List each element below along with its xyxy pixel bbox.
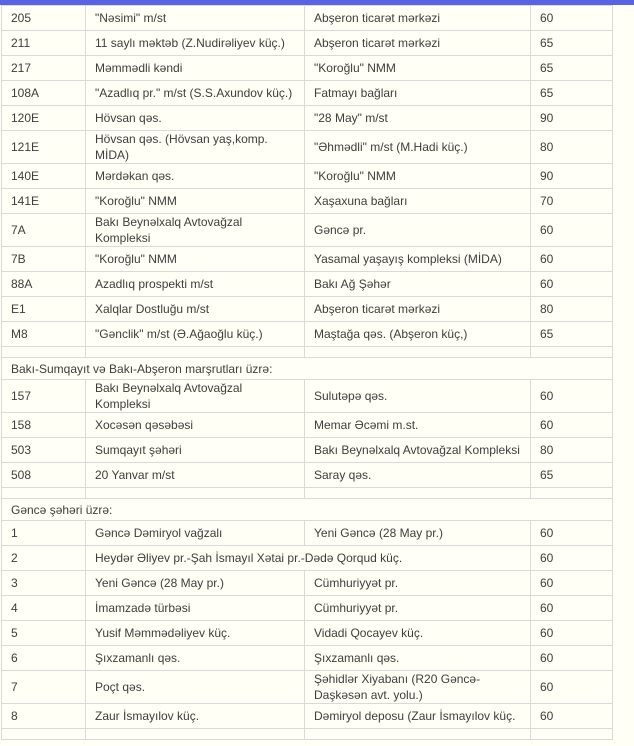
fare-cell: 60 — [531, 671, 613, 704]
route-cell: 8 — [2, 704, 86, 729]
fare-cell: 80 — [531, 131, 613, 164]
fare-cell: 65 — [531, 56, 613, 81]
origin-cell: Yusif Məmmədəliyev küç. — [86, 621, 305, 646]
section-row — [2, 499, 613, 521]
route-cell: 120E — [2, 106, 86, 131]
fare-cell: 80 — [531, 297, 613, 322]
origin-cell: "Azadlıq pr." m/st (S.S.Axundov küç.) — [86, 81, 305, 106]
route-cell: 108A — [2, 81, 86, 106]
destination-cell: Vidadi Qocayev küç. — [305, 621, 531, 646]
spacer-cell — [86, 729, 305, 740]
spacer-cell — [305, 347, 531, 358]
section-row — [2, 358, 613, 380]
destination-cell: Cümhuriyyət pr. — [305, 571, 531, 596]
route-cell: 7A — [2, 214, 86, 247]
destination-cell: Dəmiryol deposu (Zaur İsmayılov küç. — [305, 704, 531, 729]
destination-cell: Gəncə pr. — [305, 214, 531, 247]
destination-cell: Yeni Gəncə (28 May pr.) — [305, 521, 531, 546]
route-cell: 205 — [2, 6, 86, 31]
table-row — [2, 6, 613, 31]
spacer-cell — [2, 729, 86, 740]
spacer-row — [2, 488, 613, 499]
destination-cell: Yasamal yaşayış kompleksi (MİDA) — [305, 247, 531, 272]
fare-cell: 60 — [531, 272, 613, 297]
destination-cell: Abşeron ticarət mərkəzi — [305, 6, 531, 31]
spacer-cell — [86, 347, 305, 358]
destination-cell: "Koroğlu" NMM — [305, 164, 531, 189]
table-row — [2, 56, 613, 81]
table-row — [2, 164, 613, 189]
fare-cell: 65 — [531, 31, 613, 56]
destination-cell: "Əhmədli" m/st (M.Hadi küç.) — [305, 131, 531, 164]
route-cell: 3 — [2, 571, 86, 596]
table-row — [2, 671, 613, 704]
spacer-cell — [86, 488, 305, 499]
table-row — [2, 546, 613, 571]
destination-cell: Memar Əcəmi m.st. — [305, 413, 531, 438]
section-header: Bakı-Sumqayıt və Bakı-Abşeron marşrutları üzrə: — [2, 358, 613, 380]
destination-cell: Abşeron ticarət mərkəzi — [305, 297, 531, 322]
origin-cell: 11 saylı məktəb (Z.Nudirəliyev küç.) — [86, 31, 305, 56]
table-row — [2, 596, 613, 621]
spacer-cell — [305, 729, 531, 740]
route-cell: 7 — [2, 671, 86, 704]
origin-cell: "Koroğlu" NMM — [86, 189, 305, 214]
destination-cell: Şəhidlər Xiyabanı (R20 Gəncə-Daşkəsən avt. yolu.) — [305, 671, 531, 704]
table-row — [2, 214, 613, 247]
fare-cell: 65 — [531, 81, 613, 106]
fare-cell: 60 — [531, 521, 613, 546]
table-row — [2, 380, 613, 413]
route-cell: 5 — [2, 621, 86, 646]
fare-cell: 60 — [531, 646, 613, 671]
origin-cell: 20 Yanvar m/st — [86, 463, 305, 488]
table-row — [2, 272, 613, 297]
origin-cell: Sumqayıt şəhəri — [86, 438, 305, 463]
origin-cell: Xocəsən qəsəbəsi — [86, 413, 305, 438]
origin-cell: Yeni Gəncə (28 May pr.) — [86, 571, 305, 596]
origin-cell: Bakı Beynəlxalq Avtovağzal Kompleksi — [86, 380, 305, 413]
route-cell: 157 — [2, 380, 86, 413]
origin-cell: İmamzadə türbəsi — [86, 596, 305, 621]
destination-cell: "28 May" m/st — [305, 106, 531, 131]
table-row — [2, 247, 613, 272]
origin-cell: Məmmədli kəndi — [86, 56, 305, 81]
fare-cell: 60 — [531, 704, 613, 729]
routes-table — [1, 5, 613, 740]
spacer-cell — [305, 488, 531, 499]
table-row — [2, 438, 613, 463]
fare-cell: 90 — [531, 164, 613, 189]
fare-cell: 80 — [531, 438, 613, 463]
table-row — [2, 571, 613, 596]
table-row — [2, 322, 613, 347]
section-header: Gəncə şəhəri üzrə: — [2, 499, 613, 521]
fare-cell: 60 — [531, 596, 613, 621]
table-row — [2, 646, 613, 671]
fare-cell: 60 — [531, 621, 613, 646]
route-cell: 140E — [2, 164, 86, 189]
table-row — [2, 189, 613, 214]
route-cell: 503 — [2, 438, 86, 463]
route-cell: 508 — [2, 463, 86, 488]
table-row — [2, 106, 613, 131]
origin-destination-cell: Heydər Əliyev pr.-Şah İsmayıl Xətai pr.-Dədə Qorqud küç. — [86, 546, 531, 571]
table-row — [2, 704, 613, 729]
route-cell: 211 — [2, 31, 86, 56]
route-cell: 141E — [2, 189, 86, 214]
origin-cell: "Koroğlu" NMM — [86, 247, 305, 272]
origin-cell: Hövsan qəs. (Hövsan yaş,komp. MİDA) — [86, 131, 305, 164]
route-cell: M8 — [2, 322, 86, 347]
spacer-cell — [531, 488, 613, 499]
spacer-cell — [531, 347, 613, 358]
fare-cell: 60 — [531, 546, 613, 571]
spacer-cell — [531, 729, 613, 740]
destination-cell: Bakı Beynəlxalq Avtovağzal Kompleksi — [305, 438, 531, 463]
table-row — [2, 297, 613, 322]
destination-cell: "Koroğlu" NMM — [305, 56, 531, 81]
origin-cell: Azadlıq prospekti m/st — [86, 272, 305, 297]
fare-cell: 60 — [531, 413, 613, 438]
routes-table-body — [2, 6, 613, 740]
destination-cell: Şıxzamanlı qəs. — [305, 646, 531, 671]
route-cell: 217 — [2, 56, 86, 81]
fare-cell: 70 — [531, 189, 613, 214]
route-cell: 7B — [2, 247, 86, 272]
route-cell: E1 — [2, 297, 86, 322]
origin-cell: Xalqlar Dostluğu m/st — [86, 297, 305, 322]
destination-cell: Cümhuriyyət pr. — [305, 596, 531, 621]
fare-cell: 60 — [531, 6, 613, 31]
destination-cell: Abşeron ticarət mərkəzi — [305, 31, 531, 56]
spacer-cell — [2, 347, 86, 358]
fare-cell: 90 — [531, 106, 613, 131]
destination-cell: Fatmayı bağları — [305, 81, 531, 106]
origin-cell: "Nəsimi" m/st — [86, 6, 305, 31]
route-cell: 158 — [2, 413, 86, 438]
spacer-cell — [2, 488, 86, 499]
route-cell: 121E — [2, 131, 86, 164]
fare-cell: 60 — [531, 247, 613, 272]
table-row — [2, 31, 613, 56]
fare-cell: 65 — [531, 463, 613, 488]
spacer-row — [2, 347, 613, 358]
table-row — [2, 463, 613, 488]
origin-cell: Gəncə Dəmiryol vağzalı — [86, 521, 305, 546]
route-cell: 4 — [2, 596, 86, 621]
destination-cell: Bakı Ağ Şəhər — [305, 272, 531, 297]
table-row — [2, 81, 613, 106]
route-cell: 6 — [2, 646, 86, 671]
route-cell: 1 — [2, 521, 86, 546]
destination-cell: Saray qəs. — [305, 463, 531, 488]
table-row — [2, 413, 613, 438]
origin-cell: Mərdəkan qəs. — [86, 164, 305, 189]
fare-cell: 65 — [531, 322, 613, 347]
destination-cell: Sulutəpə qəs. — [305, 380, 531, 413]
destination-cell: Maştağa qəs. (Abşeron küç,) — [305, 322, 531, 347]
fare-cell: 60 — [531, 571, 613, 596]
origin-cell: Bakı Beynəlxalq Avtovağzal Kompleksi — [86, 214, 305, 247]
origin-cell: Hövsan qəs. — [86, 106, 305, 131]
origin-cell: Poçt qəs. — [86, 671, 305, 704]
fare-cell: 60 — [531, 214, 613, 247]
origin-cell: Zaur İsmayılov küç. — [86, 704, 305, 729]
route-cell: 88A — [2, 272, 86, 297]
fare-cell: 60 — [531, 380, 613, 413]
table-row — [2, 521, 613, 546]
table-row — [2, 131, 613, 164]
spacer-row — [2, 729, 613, 740]
destination-cell: Xaşaxuna bağları — [305, 189, 531, 214]
origin-cell: Şıxzamanlı qəs. — [86, 646, 305, 671]
route-cell: 2 — [2, 546, 86, 571]
origin-cell: "Gənclik" m/st (Ə.Ağaoğlu küç.) — [86, 322, 305, 347]
table-row — [2, 621, 613, 646]
